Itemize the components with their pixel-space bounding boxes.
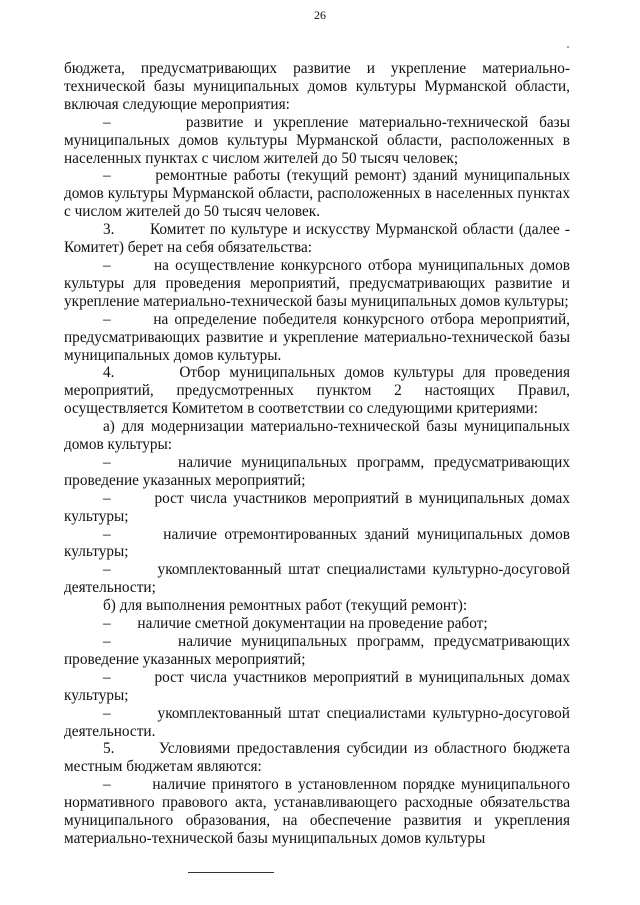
list-item: – укомплектованный штат специалистами культурно-досуговой деятельности. (64, 704, 570, 740)
list-item: – рост числа участников мероприятий в муниципальных домах культуры; (64, 668, 570, 704)
list-item: – наличие принятого в установленном порядке муниципального нормативного правового акта, устанавливающего расходные обязательства муниципального образования, на обеспечение развития и укрепления материально-технической базы муниципальных домов культуры (64, 776, 570, 847)
paragraph: 4. Отбор муниципальных домов культуры для проведения мероприятий, предусмотренных пунктом 2 настоящих Правил, осуществляется Комитетом в соответствии со следующими критериями: (64, 364, 570, 418)
list-item: – рост числа участников мероприятий в муниципальных домах культуры; (64, 489, 570, 525)
list-item: – на определение победителя конкурсного отбора мероприятий, предусматривающих развитие и укрепление материально-технической базы муниципальных домов культуры. (64, 310, 570, 364)
list-item: – укомплектованный штат специалистами культурно-досуговой деятельности; (64, 561, 570, 597)
page-number: 26 (314, 8, 326, 22)
list-item: – наличие отремонтированных зданий муниципальных домов культуры; (64, 525, 570, 561)
document-body (64, 60, 570, 848)
list-item: – наличие сметной документации на проведение работ; (103, 615, 488, 633)
paragraph: 5. Условиями предоставления субсидии из областного бюджета местным бюджетам являются: (64, 740, 570, 776)
list-item: – наличие муниципальных программ, предусматривающих проведение указанных мероприятий; (64, 633, 570, 668)
paragraph: б) для выполнения ремонтных работ (текущий ремонт): (103, 597, 468, 615)
list-item: – развитие и укрепление материально-технической базы муниципальных домов культуры Мурманской области, расположенных в населенных пунктах с числом жителей до 50 тысяч человек; (64, 113, 570, 167)
footer-rule (188, 872, 274, 873)
paragraph: бюджета, предусматривающих развитие и укрепление материально-технической базы муниципальных домов культуры Мурманской области, включая следующие мероприятия: (64, 60, 570, 113)
paragraph: а) для модернизации материально-технической базы муниципальных домов культуры: (64, 418, 570, 454)
list-item: – на осуществление конкурсного отбора муниципальных домов культуры для проведения мероприятий, предусматривающих развитие и укрепление материально-технической базы муниципальных домов культуры; (64, 256, 570, 310)
list-item: – ремонтные работы (текущий ремонт) зданий муниципальных домов культуры Мурманской области, расположенных в населенных пунктах с числом жителей до 50 тысяч человек. (64, 167, 570, 221)
paragraph: 3. Комитет по культуре и искусству Мурманской области (далее - Комитет) берет на себя обязательства: (64, 221, 570, 257)
scan-speck (567, 46, 569, 48)
list-item: – наличие муниципальных программ, предусматривающих проведение указанных мероприятий; (64, 453, 570, 489)
